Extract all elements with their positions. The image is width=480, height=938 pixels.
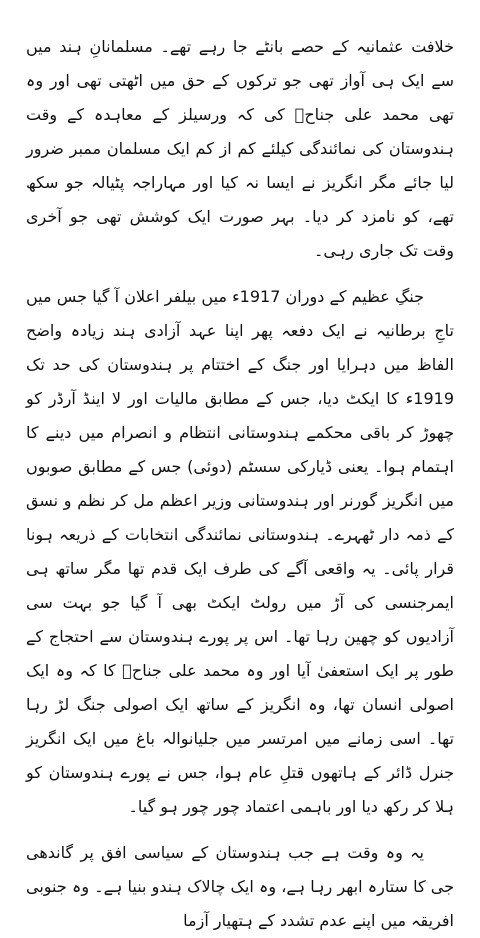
paragraph-gandhi-rise: یہ وہ وقت ہے جب ہندوستان کے سیاسی افق پر گاندھی جی کا ستارہ ابھر رہا ہے، وہ ایک چالاک ہندو بنیا ہے۔ وہ جنوبی افریقہ میں اپنے عدم تشدد کے ہتھیار آزما [26,843,454,930]
paragraph-world-war-reforms: جنگِ عظیم کے دوران 1917ء میں بیلفر اعلان آ گیا جس میں تاجِ برطانیہ نے ایک دفعہ پھر اپنا عہد آزادی ہند زیادہ واضح الفاظ میں دہرایا اور جنگ کے اختتام پر ہندوستان کی حد تک 1919ء کا ایکٹ دیا، جس کے مطابق مالیات اور لا اینڈ آرڈر کو چھوڑ کر باقی محکمے ہندوستانی انتظام و انصرام میں دینے کا اہتمام ہوا۔ یعنی ڈیارکی سسٹم (دوئی) جس کے مطابق صوبوں میں انگریز گورنر اور ہندوستانی وزیر اعظم مل کر نظم و نسق کے ذمہ دار ٹھہرے۔ ہندوستانی نمائندگی انتخابات کے ذریعہ ہونا قرار پائی۔ یہ واقعی آگے کی طرف ایک قدم تھا مگر ساتھ ہی ایمرجنسی کی آڑ میں رولٹ ایکٹ بھی آ گیا جو بہت سی آزادیوں کو چھین رہا تھا۔ اس پر پورے ہندوستان سے احتجاج کے طور پر ایک استعفیٰ آیا اور وہ محمد علی جناحؒ کا کہ وہ ایک اصولی انسان تھا، وہ انگریز کے ساتھ ایک اصولی جنگ لڑ رہا تھا۔ اسی زمانے میں امرتسر میں جلیانوالہ باغ میں ایک انگریز جنرل ڈائر کے ہاتھوں قتلِ عام ہوا، جس نے پورے ہندوستان کو ہلا کر رکھ دیا اور باہمی اعتماد چور چور ہو گیا۔ [26,287,454,816]
paragraph-ottoman-caliphate: خلافت عثمانیہ کے حصے بانٹے جا رہے تھے۔ مسلمانانِ ہند میں سے ایک ہی آواز تھی جو ترکوں کے حق میں اٹھتی تھی اور وہ تھی محمد علی جناحؒ کی کہ ورسیلز کے معاہدہ کے وقت ہندوستان کی نمائندگی کیلئے کم از کم ایک مسلمان ممبر ضرور لیا جائے مگر انگریز نے ایسا نہ کیا اور مہاراجہ پٹیالہ جو سکھ تھے، کو نامزد کر دیا۔ بہر صورت ایک کوشش تھی جو آخری وقت تک جاری رہی۔ [26,37,454,260]
